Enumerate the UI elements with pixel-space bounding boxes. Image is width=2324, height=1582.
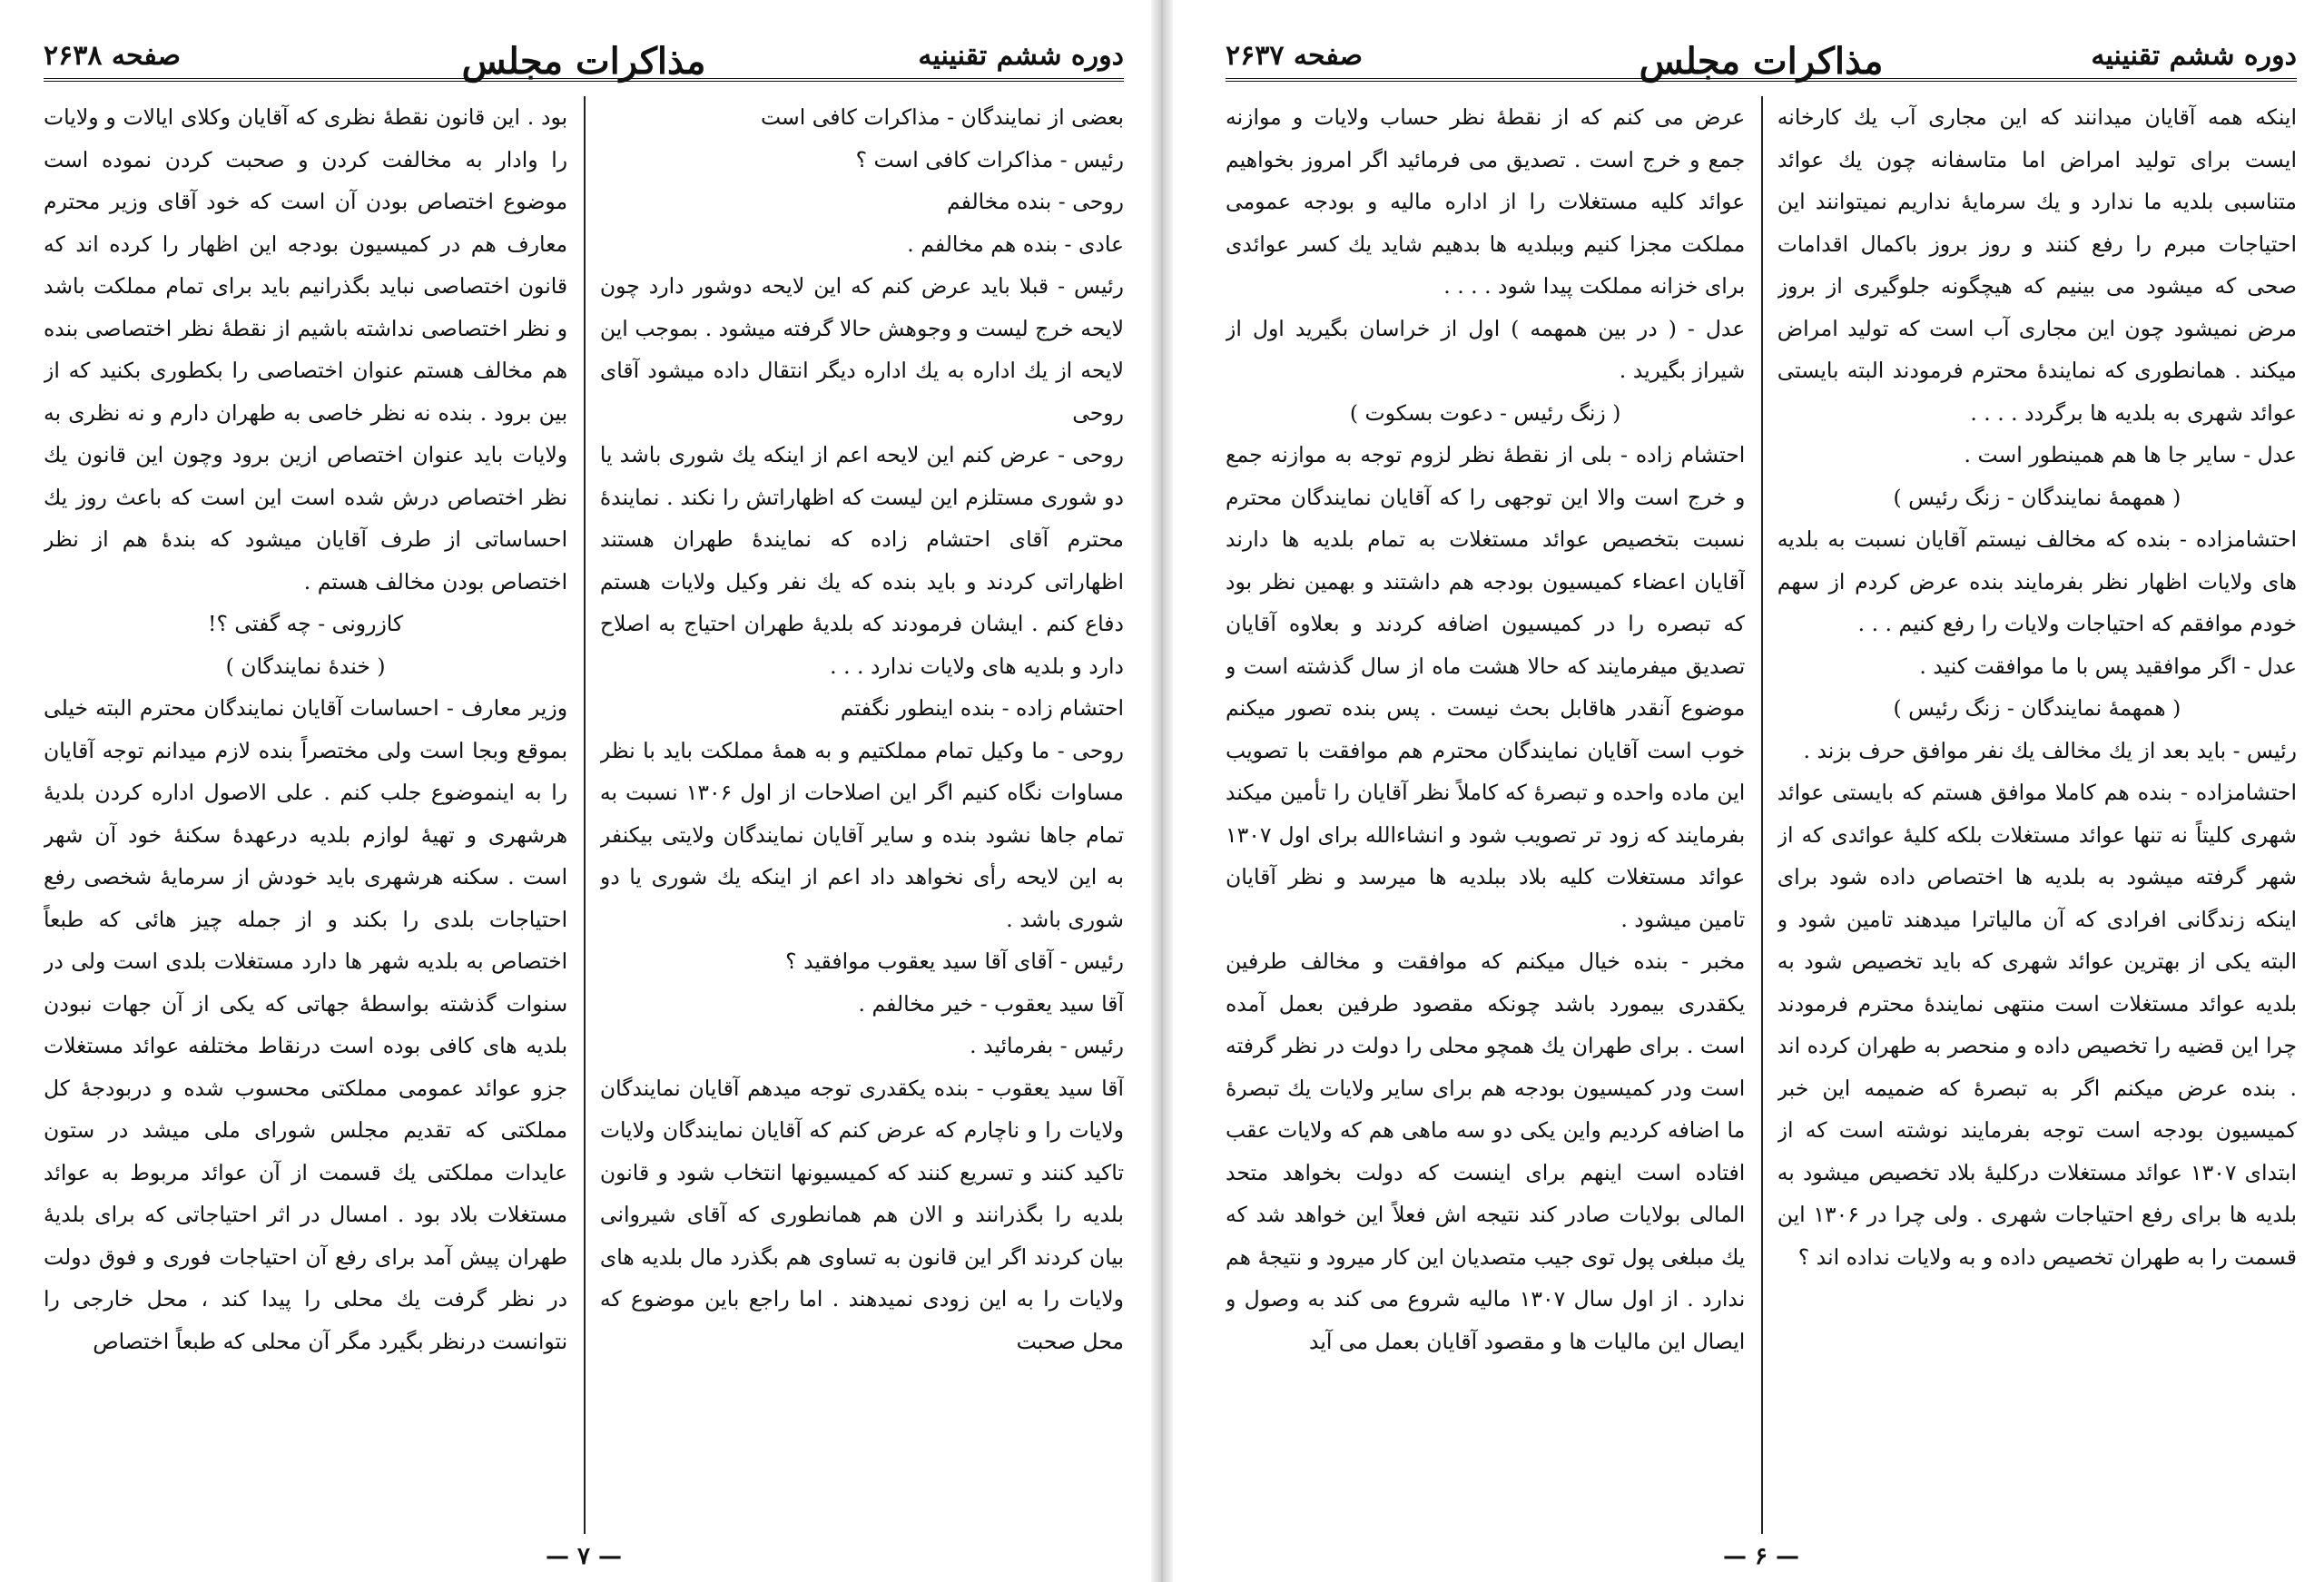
paragraph: روحی - عرض کنم این لایحه اعم از اینکه یك شوری باشد یا دو شوری مستلزم این لیست که اظهاراتش را نکند . نمایندهٔ محترم آقای احتشام زاده که نمایندهٔ طهران هستند اظهاراتی کردند و باید بنده که یك نفر وکیل ولایات هستم دفاع کنم . ایشان فرمودند که بلدیهٔ طهران احتیاج به اصلاح دارد و بلدیه های ولایات ندارد . . .	[599, 442, 1124, 679]
right-page-header	[1226, 27, 2297, 82]
left-page-header	[44, 27, 1124, 82]
page-number: صفحه ۲۶۳۸	[44, 40, 181, 72]
stage-direction: ( خندهٔ نمایندگان )	[225, 653, 386, 679]
paragraph: رئیس - بفرمائید .	[970, 1033, 1124, 1058]
right-page-left-column	[1226, 96, 1745, 1534]
right-page-right-column	[1777, 96, 2297, 1534]
paragraph: رئیس - مذاکرات کافی است ؟	[855, 146, 1124, 172]
session-label: دوره ششم تقنینیه	[918, 40, 1124, 72]
paragraph: عرض می کنم که از نقطهٔ نظر حساب ولایات و موازنه جمع و خرج است . تصدیق می فرمائید اگر امروز بخواهیم عوائد کلیه مستغلات را از اداره مالیه و بودجه عمومی مملکت مجزا کنیم وببلدیه ها بدهیم شاید یك کسر عوائدی برای خزانه مملکت پیدا شود . . . .	[1226, 104, 1746, 299]
paragraph: اینکه همه آقایان میدانند که این مجاری آب یك کارخانه ایست برای تولید امراض اما متاسفانه چون یك عوائد متناسبی بلدیه ما ندارد و یك سرمایهٔ نداریم نمیتوانند این احتیاجات مبرم را رفع کنند و روز بروز باکمال اقدامات صحی که میشود می بینیم که هیچگونه جلوگیری از بروز مرض نمیشود چون این مجاری آب است که تولید امراض میکند . همانطوری که نمایندهٔ محترم فرمودند البته بایستی عوائد شهری به بلدیه ها برگردد . . . .	[1777, 104, 2297, 426]
left-page	[44, 27, 1124, 1570]
paragraph: عادی - بنده هم مخالفم .	[907, 231, 1124, 257]
paragraph: وزیر معارف - احساسات آقایان نمایندگان محترم البته خیلی بموقع وبجا است ولی مختصراً بنده لازم میدانم توجه آقایان را به اینموضوع جلب کنم . علی الاصول اداره کردن بلدیهٔ هرشهری و تهیهٔ لوازم بلدیه درعهدهٔ سکنهٔ خود آن شهر است . سکنه هرشهری باید خودش از سرمایهٔ شخصی رفع احتیاجات بلدی را بکند و از جمله چیز هائی که طبعاً اختصاص به بلدیه شهر ها دارد مستغلات بلدی است ولی در سنوات گذشته بواسطهٔ جهاتی که یکی از آن جهات نبودن بلدیه های کافی بوده است درنقاط مختلفه عوائد مستغلات جزو عوائد عمومی مملکتی محسوب شده و دربودجهٔ کل مملکتی که تقدیم مجلس شورای ملی میشد در ستون عایدات مملکتی یك قسمت از آن عوائد مربوط به عوائد مستغلات بلاد بود . امسال در اثر احتیاجاتی که برای بلدیهٔ طهران پیش آمد برای رفع آن احتیاجات فوری و فوق دولت در نظر گرفت یك محلی را پیدا کند ، محل خارجی را نتوانست درنظر بگیرد مگر آن محلی که طبعاً اختصاص	[44, 695, 568, 1354]
paragraph: عدل - اگر موافقید پس با ما موافقت کنید .	[1919, 653, 2297, 679]
column-divider	[584, 96, 586, 1534]
paragraph: کازرونی - چه گفتی ؟!	[208, 611, 404, 636]
stage-direction: ( زنگ رئیس - دعوت بسکوت )	[1349, 399, 1621, 426]
paragraph: احتشام زاده - بلی از نقطهٔ نظر لزوم توجه به موازنه جمع و خرج است والا این توجهی را که آقایان نمایندگان محترم نسبت بتخصیص عوائد مستغلات به تمام بلدیه ها دارند آقایان اعضاء کمیسیون بودجه هم داشتند و بهمین نظر بود که تبصره را در کمیسیون اضافه کردند و بعلاوه آقایان تصدیق میفرمایند که حالا هشت ماه از سال گذشته است و موضوع آنقدر هاقابل بحث نیست . پس بنده تصور میکنم خوب است آقایان نمایندگان محترم هم موافقت با تصویب این ماده واحده و تبصرهٔ که کاملاً نظر آقایان را تأمین میکند بفرمایند که زود تر تصویب شود و انشاءالله برای اول ۱۳۰۷ عوائد مستغلات کلیه بلاد ببلدیه ها میرسد و نظر آقایان تامین میشود .	[1226, 442, 1746, 932]
journal-title: مذاکرات مجلس	[1639, 40, 1884, 83]
paragraph: عدل - ( در بین همهمه ) اول از خراسان بگیرید اول از شیراز بگیرید .	[1226, 315, 1746, 383]
stage-direction: ( همهمهٔ نمایندگان - زنگ رئیس )	[1893, 695, 2181, 721]
journal-title: مذاکرات مجلس	[461, 40, 706, 83]
paragraph: رئیس - باید بعد از یك مخالف یك نفر موافق حرف بزند .	[1803, 737, 2297, 763]
paragraph: احتشام زاده - بنده اینطور نگفتم	[840, 695, 1124, 721]
paragraph: رئیس - قبلا باید عرض کنم که این لایحه دوشور دارد چون لایحه خرج لیست و وجوهش حالا گرفته میشود . بموجب این لایحه از یك اداره به یك اداره دیگر انتقال داده میشود آقای روحی	[599, 273, 1124, 426]
paragraph: آقا سید یعقوب - خیر مخالفم .	[858, 990, 1124, 1017]
paragraph: احتشامزاده - بنده که مخالف نیستم آقایان نسبت به بلدیه های ولایات اظهار نظر بفرمایند بنده عرض کردم از سهم خودم موافقم که احتیاجات ولایات را رفع کنیم . . .	[1777, 526, 2297, 636]
paragraph: بود . این قانون نقطهٔ نظری که آقایان وکلای ایالات و ولایات را وادار به مخالفت کردن و صحبت کردن نموده است موضوع اختصاص بودن آن است که خود آقای وزیر محترم معارف هم در کمیسیون بودجه این اظهار را کرده اند که قانون اختصاصی نباید بگذرانیم باید برای تمام مملکت باشد و نظر اختصاصی نداشته باشیم از نقطهٔ نظر اختصاصی بنده هم مخالف هستم عنوان اختصاصی را بکطوری بکنید که از بین برود . بنده نه نظر خاصی به طهران دارم و نه نظری به ولایات باید عنوان اختصاص ازین برود وچون این قانون یك نظر اختصاص درش شده است این است که باعث روز یك احساساتی از طرف آقایان میشود که بندهٔ هم از نظر اختصاص بودن مخالف هستم .	[44, 104, 568, 594]
paragraph: عدل - سایر جا ها هم همینطور است .	[1964, 442, 2297, 467]
page-folio: — ۶ —	[1722, 1543, 1800, 1570]
page-folio: — ۷ —	[545, 1543, 623, 1570]
left-page-right-column	[600, 96, 1124, 1534]
paragraph: آقا سید یعقوب - بنده یکقدری توجه میدهم آقایان نمایندگان ولایات را و ناچارم که عرض کنم که آقایان نمایندگان ولایات تاکید کنند و تسریع کنند که کمیسیونها انتخاب شود و قانون بلدیه را بگذرانند و الان هم همانطوری که آقای شیروانی بیان کردند اگر این قانون به تساوی هم بگذرد مال بلدیه های ولایات را به این زودی نمیدهند . اما راجع باین موضوع که محل صحبت	[599, 1075, 1124, 1354]
column-divider	[1761, 96, 1763, 1534]
paragraph: روحی - بنده مخالفم	[946, 189, 1124, 214]
stage-direction: ( همهمهٔ نمایندگان - زنگ رئیس )	[1893, 484, 2181, 510]
left-page-columns	[44, 96, 1124, 1534]
session-label: دوره ششم تقنینیه	[2091, 40, 2297, 72]
paragraph: بعضی از نمایندگان - مذاکرات کافی است	[760, 104, 1124, 130]
left-page-left-column	[44, 96, 567, 1534]
right-page	[1226, 27, 2297, 1570]
paragraph: مخبر - بنده خیال میکنم که موافقت و مخالف طرفین یکقدری بیمورد باشد چونکه مقصود طرفین بعمل آمده است . برای طهران یك همچو محلی را دولت در نظر گرفته است ودر کمیسیون بودجه هم برای سایر ولایات یك تبصرهٔ ما اضافه کردیم واین یکی دو سه ماهی هم که ولایات عقب افتاده است اینهم برای اینست که دولت بخواهد متحد المالی بولایات صادر کند نتیجه اش فعلاً این خواهد شد که یك مبلغی پول توی جیب متصدیان این کار میرود و نتیجهٔ هم ندارد . از اول سال ۱۳۰۷ مالیه شروع می کند به وصول و ایصال این مالیات ها و مقصود آقایان بعمل می آید	[1226, 948, 1746, 1354]
paragraph: رئیس - آقای آقا سید یعقوب موافقید ؟	[785, 948, 1124, 974]
book-gutter	[1151, 0, 1173, 1582]
right-page-columns	[1226, 96, 2297, 1534]
paragraph: روحی - ما وکیل تمام مملکتیم و به همهٔ مملکت باید با نظر مساوات نگاه کنیم اگر این اصلاحات از اول ۱۳۰۶ نسبت به تمام جاها نشود بنده و سایر آقایان نمایندگان ولایتی بیکنفر به این لایحه رأی نخواهد داد اعم از اینکه یك شوری یا دو شوری باشد .	[599, 737, 1124, 932]
page-number: صفحه ۲۶۳۷	[1226, 40, 1363, 72]
paragraph: احتشامزاده - بنده هم کاملا موافق هستم که بایستی عوائد شهری کلیتاً نه تنها عوائد مستغلات بلکه کلیهٔ عوائدی که از شهر گرفته میشود به بلدیه ها اختصاص داده شود برای اینکه زندگانی افرادی که آن مالیاترا میدهند تامین شود و البته یکی از بهترین عوائد شهری که باید تخصیص شود به بلدیه عوائد مستغلات است منتهی نمایندهٔ محترم فرمودند چرا این قضیه را تخصیص داده و منحصر به طهران کرده اند . بنده عرض میکنم اگر به تبصرهٔ که ضمیمه این خبر کمیسیون بودجه است توجه بفرمایند نوشته است که از ابتدای ۱۳۰۷ عوائد مستغلات درکلیهٔ بلاد تخصیص میشود به بلدیه ها برای رفع احتیاجات شهری . ولی چرا در ۱۳۰۶ این قسمت را به طهران تخصیص داده و به ولایات نداده اند ؟	[1777, 780, 2297, 1270]
